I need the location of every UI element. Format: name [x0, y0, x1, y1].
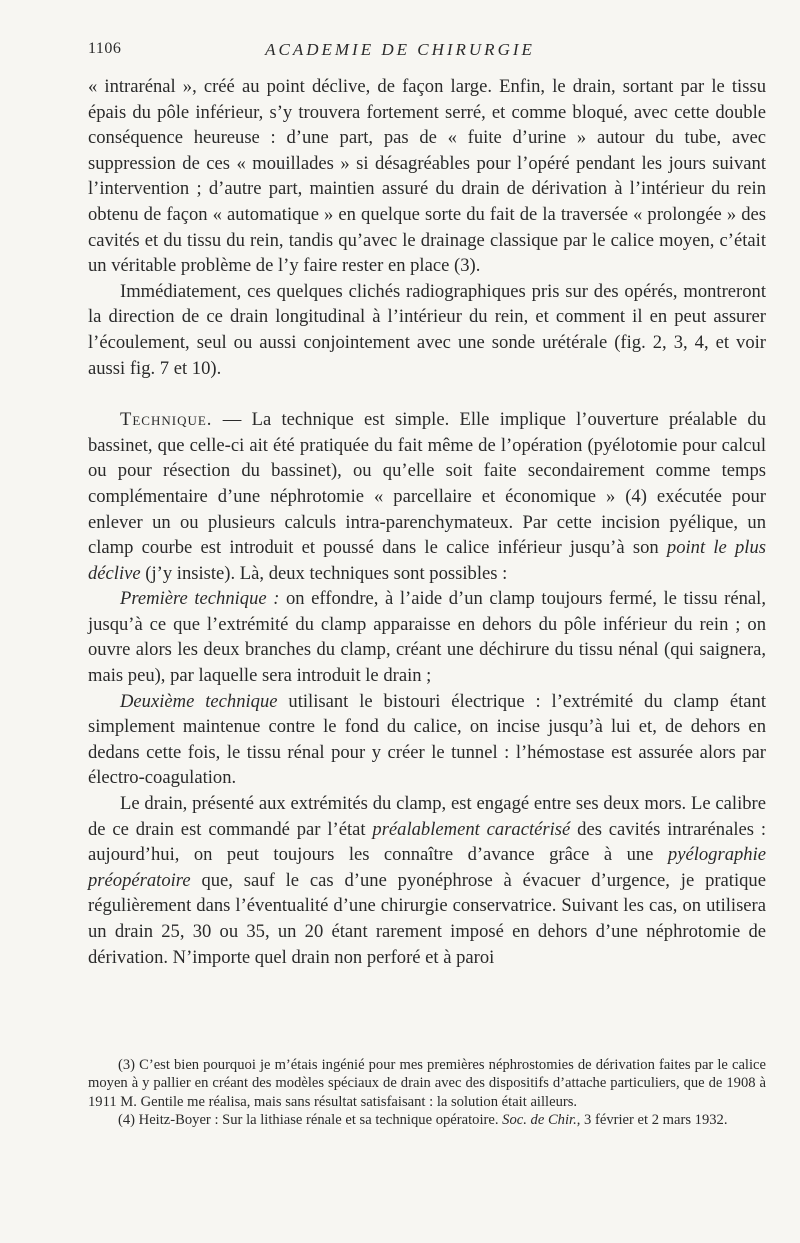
footnote-3: (3) C’est bien pourquoi je m’étais ingénié pour mes premières néphrostomies de dérivation faites par le calice moyen à y pallier en créant des modèles spéciaux de drain avec des dispositifs d’attache particuliers, que de 1908 à 1911 M. Gentile me réalisa, mais sans résultat satisfaisant : la solution était ailleurs. [88, 1057, 766, 1110]
paragraph-drain-c: que, sauf le cas d’une pyonéphrose à évacuer d’urgence, je pratique régulièrement dans l’éventualité d’une chirurgie conservatrice. Suivant les cas, on utilisera un drain 25, 30 ou 35, un 20 étant rarement imposé en dehors d’une néphrotomie de dérivation. N’importe quel drain non perforé et à paroi [88, 869, 766, 968]
page-number: 1106 [88, 40, 122, 57]
paragraph-technique [88, 407, 766, 586]
footnote-4-journal: Soc. de Chir. [502, 1112, 577, 1129]
paragraph-technique-text: — La technique est simple. Elle implique l’ouverture préalable du bassinet, que celle-ci ait été pratiquée du fait même de l’opération (pyélotomie pour calcul ou pour résection du bassinet), ou qu’elle soit faite secondairement comme temps complémentaire d’une néphrotomie « parcellaire et économique » (4) exécutée pour enlever un ou plusieurs calculs intra-parenchymateux. Par cette incision pyélique, un clamp courbe est introduit et poussé dans le calice inférieur jusqu’à son [88, 409, 766, 559]
emphasis-premiere-technique: Première technique : [120, 588, 280, 610]
page-header [88, 40, 712, 64]
paragraph-2: Immédiatement, ces quelques clichés radiographiques pris sur des opérés, montreront la direction de ce drain longitudinal à l’intérieur du rein, et comment il en peut assurer l’écoulement, seul ou aussi conjointement avec une sonde urétérale (fig. 2, 3, 4, et voir aussi fig. 7 et 10). [88, 280, 766, 379]
paragraph-drain-a: Le drain, présenté aux extrémités du clamp, est engagé entre ses deux mors. Le calibre de ce drain est commandé par l’état [88, 793, 766, 840]
emphasis-pyelographie: pyélographie préopératoire [88, 844, 766, 891]
section-heading: Technique. [120, 409, 213, 431]
running-title: ACADEMIE DE CHIRURGIE [265, 40, 535, 59]
emphasis-deuxieme-technique: Deuxième technique [120, 690, 278, 712]
footnote-4 [88, 1111, 766, 1129]
paragraph-premiere-text: on effondre, à l’aide d’un clamp toujours fermé, le tissu rénal, jusqu’à ce que l’extrémité du clamp apparaisse en dehors du pôle inférieur du rein ; on ouvre alors les deux branches du clamp, créant une déchirure du tissu nénal (qui saignera, mais peu), par laquelle sera introduit le drain ; [88, 588, 766, 687]
paragraph-technique-end: (j’y insiste). Là, deux techniques sont possibles : [140, 562, 508, 584]
paragraph-premiere-technique [88, 586, 766, 688]
paragraph-drain [88, 791, 766, 970]
footnote-4-text: (4) Heitz-Boyer : Sur la lithiase rénale et sa technique opératoire. [118, 1112, 503, 1129]
paragraph-deuxieme-text: utilisant le bistouri électrique : l’extrémité du clamp étant simplement maintenue contre le fond du calice, on incise jusqu’à lui et, de dehors en dedans cette fois, le tissu rénal pour y créer le tunnel : l’hémostase est assurée alors par électro-coagulation. [88, 690, 766, 789]
footnotes [88, 1056, 766, 1130]
paragraph-deuxieme-technique [88, 689, 766, 791]
footnote-4-date: , 3 février et 2 mars 1932. [576, 1112, 728, 1129]
paragraph-drain-b: des cavités intrarénales : aujourd’hui, on peut toujours les connaître d’avance grâce à une [88, 818, 766, 866]
paragraph-1: « intrarénal », créé au point déclive, de façon large. Enfin, le drain, sortant par le tissu épais du pôle inférieur, s’y trouvera fortement serré, et comme bloqué, avec cette double conséquence heureuse : d’une part, pas de « fuite d’urine » autour du tube, avec suppression de ces « mouillades » si désagréables pour l’opéré pendant les jours suivant l’intervention ; d’autre part, maintien assuré du drain de dérivation à l’intérieur du rein obtenu de façon « automatique » en quelque sorte du fait de la traversée « prolongée » des cavités et du tissu du rein, tandis qu’avec le drainage classique par le calice moyen, c’était un véritable problème de l’y faire rester en place (3). [88, 76, 766, 277]
emphasis-point-declive: point le plus déclive [88, 537, 766, 584]
body-text [88, 74, 766, 970]
emphasis-prealablement: préalablement caractérisé [372, 818, 571, 840]
